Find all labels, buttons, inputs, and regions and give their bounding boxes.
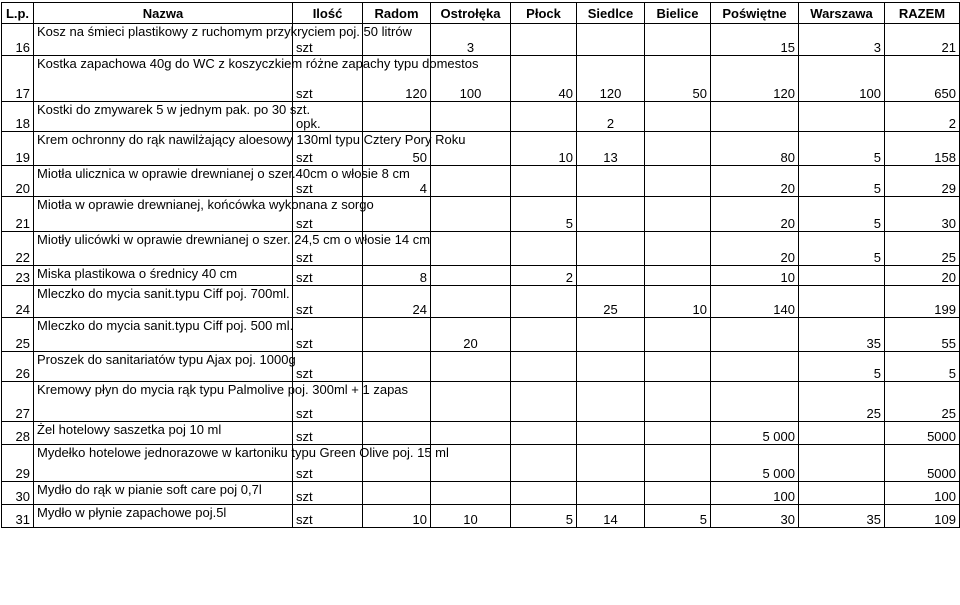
cell-siedlce: 25 (577, 286, 645, 318)
cell-razem: 5000 (885, 445, 960, 482)
cell-name: Kostki do zmywarek 5 w jednym pak. po 30 szt. (34, 102, 293, 132)
cell-lp: 22 (2, 232, 34, 266)
cell-name: Krem ochronny do rąk nawilżający aloesowy 130ml typu Cztery Pory Roku (34, 132, 293, 166)
cell-razem: 100 (885, 482, 960, 505)
cell-plock: 5 (511, 197, 577, 232)
cell-unit: szt (293, 266, 363, 286)
cell-ostroleka: 100 (431, 56, 511, 102)
cell-warszawa: 35 (799, 505, 885, 528)
cell-bielice (645, 382, 711, 422)
table-row (2, 197, 960, 232)
cell-plock (511, 422, 577, 445)
cell-unit: szt (293, 352, 363, 382)
cell-razem: 29 (885, 166, 960, 197)
cell-warszawa (799, 445, 885, 482)
cell-siedlce (577, 482, 645, 505)
cell-siedlce (577, 266, 645, 286)
cell-plock (511, 382, 577, 422)
cell-poswietne (711, 352, 799, 382)
cell-siedlce (577, 24, 645, 56)
cell-radom: 8 (363, 266, 431, 286)
cell-lp: 29 (2, 445, 34, 482)
cell-poswietne (711, 318, 799, 352)
cell-warszawa: 5 (799, 132, 885, 166)
table-row (2, 352, 960, 382)
cell-name: Mydło w płynie zapachowe poj.5l (34, 505, 293, 528)
cell-warszawa (799, 266, 885, 286)
table-row (2, 445, 960, 482)
cell-bielice (645, 232, 711, 266)
cell-ostroleka: 3 (431, 24, 511, 56)
cell-name: Miotła ulicznica w oprawie drewnianej o szer.40cm o włosie 8 cm (34, 166, 293, 197)
cell-siedlce (577, 445, 645, 482)
cell-radom: 50 (363, 132, 431, 166)
cell-poswietne: 20 (711, 166, 799, 197)
cell-warszawa: 3 (799, 24, 885, 56)
cell-plock (511, 445, 577, 482)
cell-poswietne (711, 102, 799, 132)
cell-radom: 10 (363, 505, 431, 528)
cell-siedlce (577, 232, 645, 266)
cell-poswietne: 5 000 (711, 445, 799, 482)
cell-radom (363, 352, 431, 382)
cell-radom: 24 (363, 286, 431, 318)
cell-ostroleka (431, 382, 511, 422)
cell-name: Miotła w oprawie drewnianej, końcówka wykonana z sorgo (34, 197, 293, 232)
cell-poswietne: 100 (711, 482, 799, 505)
cell-bielice (645, 132, 711, 166)
cell-poswietne: 20 (711, 197, 799, 232)
cell-lp: 19 (2, 132, 34, 166)
cell-ostroleka (431, 482, 511, 505)
cell-plock (511, 286, 577, 318)
cell-poswietne: 120 (711, 56, 799, 102)
cell-name: Mleczko do mycia sanit.typu Ciff poj. 700ml. (34, 286, 293, 318)
cell-name: Kremowy płyn do mycia rąk typu Palmolive poj. 300ml + 1 zapas (34, 382, 293, 422)
cell-name: Kostka zapachowa 40g do WC z koszyczkiem różne zapachy typu domestos (34, 56, 293, 102)
cell-plock: 10 (511, 132, 577, 166)
cell-unit: opk. (293, 102, 363, 132)
cell-bielice: 5 (645, 505, 711, 528)
cell-razem: 5 (885, 352, 960, 382)
cell-name: Mydło do rąk w pianie soft care poj 0,7l (34, 482, 293, 505)
cell-bielice: 10 (645, 286, 711, 318)
header-name: Nazwa (34, 3, 293, 24)
header-ostroleka: Ostrołęka (431, 3, 511, 24)
cell-unit: szt (293, 382, 363, 422)
cell-lp: 17 (2, 56, 34, 102)
cell-poswietne: 140 (711, 286, 799, 318)
cell-plock (511, 102, 577, 132)
cell-ostroleka: 20 (431, 318, 511, 352)
cell-bielice (645, 318, 711, 352)
cell-lp: 27 (2, 382, 34, 422)
cell-siedlce: 14 (577, 505, 645, 528)
cell-siedlce (577, 197, 645, 232)
cell-name: Kosz na śmieci plastikowy z ruchomym przykryciem poj. 50 litrów (34, 24, 293, 56)
cell-razem: 158 (885, 132, 960, 166)
cell-plock (511, 318, 577, 352)
header-poswietne: Poświętne (711, 3, 799, 24)
header-row (2, 3, 960, 24)
cell-unit: szt (293, 132, 363, 166)
cell-poswietne: 80 (711, 132, 799, 166)
cell-name: Żel hotelowy saszetka poj 10 ml (34, 422, 293, 445)
cell-plock (511, 352, 577, 382)
cell-plock (511, 166, 577, 197)
cell-ostroleka (431, 352, 511, 382)
cell-razem: 55 (885, 318, 960, 352)
cell-name: Miotły ulicówki w oprawie drewnianej o szer. 24,5 cm o włosie 14 cm (34, 232, 293, 266)
cell-ostroleka (431, 422, 511, 445)
cell-unit: szt (293, 166, 363, 197)
cell-ostroleka (431, 266, 511, 286)
cell-radom: 120 (363, 56, 431, 102)
cell-warszawa (799, 286, 885, 318)
table-row (2, 286, 960, 318)
cell-radom: 4 (363, 166, 431, 197)
table-row (2, 232, 960, 266)
cell-razem: 25 (885, 232, 960, 266)
cell-ostroleka (431, 102, 511, 132)
table-row (2, 166, 960, 197)
cell-poswietne: 30 (711, 505, 799, 528)
cell-poswietne: 15 (711, 24, 799, 56)
table-row (2, 382, 960, 422)
cell-lp: 25 (2, 318, 34, 352)
table-row (2, 422, 960, 445)
cell-siedlce (577, 422, 645, 445)
cell-unit: szt (293, 24, 363, 56)
cell-radom (363, 102, 431, 132)
cell-name: Mleczko do mycia sanit.typu Ciff poj. 500 ml. (34, 318, 293, 352)
cell-siedlce (577, 318, 645, 352)
cell-warszawa: 5 (799, 166, 885, 197)
cell-name: Proszek do sanitariatów typu Ajax poj. 1000g (34, 352, 293, 382)
cell-siedlce: 120 (577, 56, 645, 102)
cell-unit: szt (293, 445, 363, 482)
cell-bielice (645, 24, 711, 56)
cell-ostroleka (431, 166, 511, 197)
cell-unit: szt (293, 318, 363, 352)
cell-name: Miska plastikowa o średnicy 40 cm (34, 266, 293, 286)
cell-unit: szt (293, 232, 363, 266)
table-row (2, 24, 960, 56)
cell-plock: 40 (511, 56, 577, 102)
cell-razem: 199 (885, 286, 960, 318)
cell-warszawa: 5 (799, 197, 885, 232)
cell-warszawa (799, 102, 885, 132)
cell-plock (511, 482, 577, 505)
cell-bielice (645, 102, 711, 132)
cell-warszawa: 25 (799, 382, 885, 422)
cell-warszawa: 35 (799, 318, 885, 352)
table-row (2, 56, 960, 102)
cell-unit: szt (293, 197, 363, 232)
cell-unit: szt (293, 56, 363, 102)
cell-warszawa (799, 482, 885, 505)
cell-razem: 5000 (885, 422, 960, 445)
cell-unit: szt (293, 286, 363, 318)
cell-razem: 20 (885, 266, 960, 286)
cell-ostroleka (431, 286, 511, 318)
cell-bielice (645, 266, 711, 286)
header-lp: L.p. (2, 3, 34, 24)
cell-plock (511, 232, 577, 266)
cell-plock: 2 (511, 266, 577, 286)
table-row (2, 132, 960, 166)
cell-razem: 2 (885, 102, 960, 132)
header-siedlce: Siedlce (577, 3, 645, 24)
table-body (2, 24, 960, 528)
header-bielice: Bielice (645, 3, 711, 24)
cell-lp: 23 (2, 266, 34, 286)
cell-razem: 25 (885, 382, 960, 422)
cell-bielice (645, 422, 711, 445)
cell-radom (363, 318, 431, 352)
cell-poswietne (711, 382, 799, 422)
cell-bielice (645, 166, 711, 197)
cell-siedlce (577, 382, 645, 422)
table-row (2, 266, 960, 286)
cell-razem: 650 (885, 56, 960, 102)
cell-unit: szt (293, 505, 363, 528)
cell-plock: 5 (511, 505, 577, 528)
cell-warszawa (799, 422, 885, 445)
header-unit: Ilość (293, 3, 363, 24)
cell-razem: 21 (885, 24, 960, 56)
cell-unit: szt (293, 422, 363, 445)
table-row (2, 102, 960, 132)
cell-lp: 18 (2, 102, 34, 132)
cell-lp: 21 (2, 197, 34, 232)
cell-lp: 26 (2, 352, 34, 382)
cell-lp: 31 (2, 505, 34, 528)
cell-unit: szt (293, 482, 363, 505)
cell-lp: 24 (2, 286, 34, 318)
cell-radom (363, 482, 431, 505)
cell-bielice: 50 (645, 56, 711, 102)
cell-bielice (645, 197, 711, 232)
cell-poswietne: 5 000 (711, 422, 799, 445)
header-radom: Radom (363, 3, 431, 24)
cell-bielice (645, 445, 711, 482)
cell-ostroleka (431, 232, 511, 266)
cell-bielice (645, 482, 711, 505)
cell-poswietne: 20 (711, 232, 799, 266)
cell-radom (363, 422, 431, 445)
header-warszawa: Warszawa (799, 3, 885, 24)
cell-warszawa: 5 (799, 232, 885, 266)
cell-lp: 28 (2, 422, 34, 445)
cell-poswietne: 10 (711, 266, 799, 286)
procurement-table (1, 2, 960, 528)
cell-lp: 16 (2, 24, 34, 56)
cell-siedlce (577, 352, 645, 382)
header-razem: RAZEM (885, 3, 960, 24)
cell-lp: 20 (2, 166, 34, 197)
cell-lp: 30 (2, 482, 34, 505)
table-row (2, 505, 960, 528)
header-plock: Płock (511, 3, 577, 24)
cell-bielice (645, 352, 711, 382)
cell-razem: 109 (885, 505, 960, 528)
cell-ostroleka (431, 197, 511, 232)
cell-warszawa: 5 (799, 352, 885, 382)
cell-warszawa: 100 (799, 56, 885, 102)
cell-razem: 30 (885, 197, 960, 232)
cell-siedlce: 2 (577, 102, 645, 132)
table-row (2, 318, 960, 352)
cell-siedlce (577, 166, 645, 197)
cell-siedlce: 13 (577, 132, 645, 166)
table-row (2, 482, 960, 505)
cell-name: Mydełko hotelowe jednorazowe w kartoniku typu Green Olive poj. 15 ml (34, 445, 293, 482)
cell-plock (511, 24, 577, 56)
cell-ostroleka: 10 (431, 505, 511, 528)
